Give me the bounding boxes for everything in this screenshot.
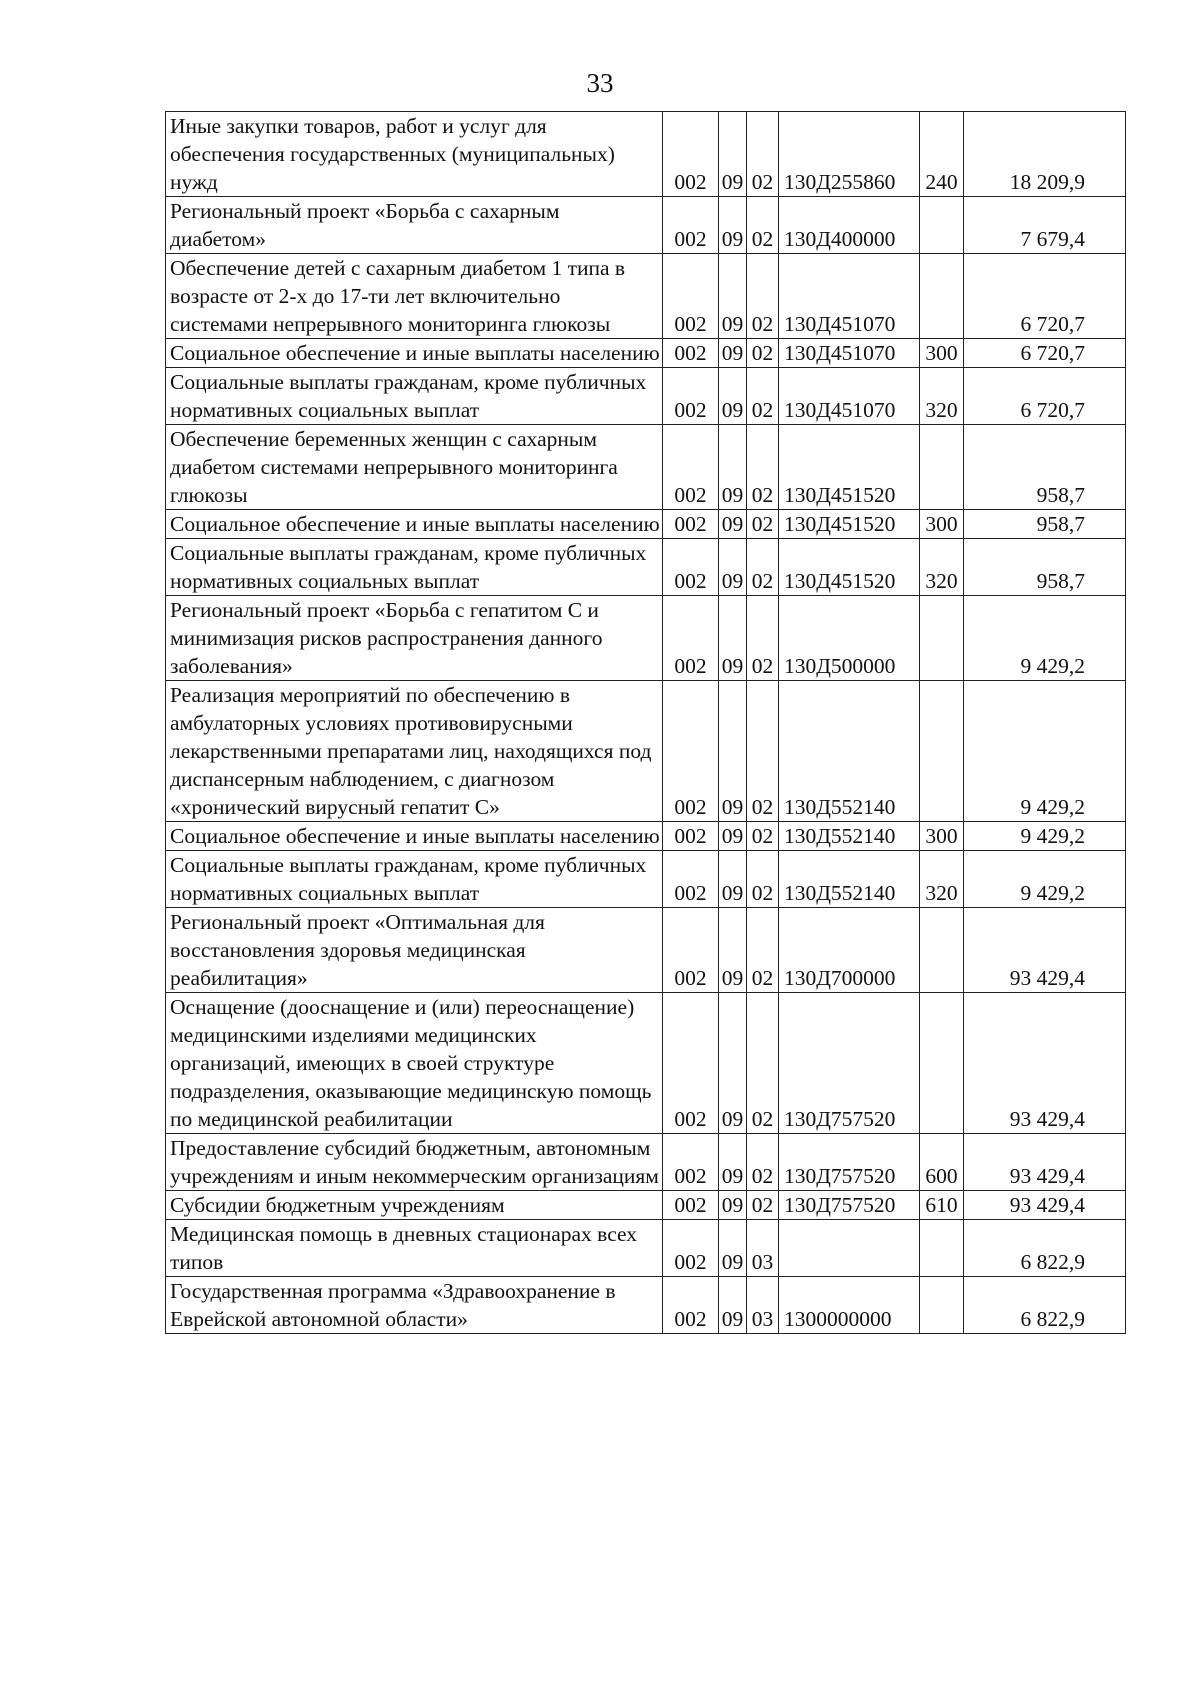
ministry-code-cell: 002 <box>663 339 719 368</box>
amount-cell: 958,7 <box>964 425 1126 510</box>
section-code-cell: 09 <box>719 539 747 596</box>
section-code-cell: 09 <box>719 197 747 254</box>
target-article-cell: 130Д451520 <box>779 539 920 596</box>
ministry-code-cell: 002 <box>663 681 719 822</box>
section-code-cell: 09 <box>719 510 747 539</box>
row-name-cell: Региональный проект «Борьба с сахарным диабетом» <box>166 197 663 254</box>
amount-cell: 958,7 <box>964 539 1126 596</box>
target-article-cell: 130Д552140 <box>779 681 920 822</box>
ministry-code-cell: 002 <box>663 539 719 596</box>
amount-cell: 93 429,4 <box>964 908 1126 993</box>
amount-cell: 7 679,4 <box>964 197 1126 254</box>
subsection-code-cell: 02 <box>747 993 779 1134</box>
row-name-cell: Региональный проект «Борьба с гепатитом С и минимизация рисков распространения данного заболевания» <box>166 596 663 681</box>
table-row <box>166 908 1126 993</box>
expense-type-cell: 320 <box>920 539 964 596</box>
subsection-code-cell: 02 <box>747 425 779 510</box>
section-code-cell: 09 <box>719 425 747 510</box>
table-row <box>166 1220 1126 1277</box>
ministry-code-cell: 002 <box>663 1277 719 1334</box>
section-code-cell: 09 <box>719 1277 747 1334</box>
amount-cell: 6 720,7 <box>964 339 1126 368</box>
expense-type-cell: 320 <box>920 368 964 425</box>
budget-table-body <box>166 112 1126 1334</box>
amount-cell: 6 720,7 <box>964 368 1126 425</box>
ministry-code-cell: 002 <box>663 1220 719 1277</box>
row-name-cell: Предоставление субсидий бюджетным, автономным учреждениям и иным некоммерческим организациям <box>166 1134 663 1191</box>
budget-table <box>165 111 1126 1334</box>
subsection-code-cell: 03 <box>747 1220 779 1277</box>
target-article-cell: 130Д451520 <box>779 425 920 510</box>
amount-cell: 9 429,2 <box>964 851 1126 908</box>
amount-cell: 9 429,2 <box>964 822 1126 851</box>
target-article-cell: 130Д757520 <box>779 1134 920 1191</box>
expense-type-cell: 300 <box>920 822 964 851</box>
section-code-cell: 09 <box>719 1220 747 1277</box>
section-code-cell: 09 <box>719 254 747 339</box>
table-row <box>166 197 1126 254</box>
section-code-cell: 09 <box>719 681 747 822</box>
expense-type-cell: 320 <box>920 851 964 908</box>
subsection-code-cell: 02 <box>747 681 779 822</box>
target-article-cell: 130Д552140 <box>779 822 920 851</box>
expense-type-cell: 300 <box>920 339 964 368</box>
row-name-cell: Государственная программа «Здравоохранение в Еврейской автономной области» <box>166 1277 663 1334</box>
expense-type-cell <box>920 425 964 510</box>
row-name-cell: Региональный проект «Оптимальная для восстановления здоровья медицинская реабилитация» <box>166 908 663 993</box>
row-name-cell: Социальные выплаты гражданам, кроме публичных нормативных социальных выплат <box>166 539 663 596</box>
amount-cell: 9 429,2 <box>964 596 1126 681</box>
expense-type-cell <box>920 197 964 254</box>
row-name-cell: Социальное обеспечение и иные выплаты населению <box>166 339 663 368</box>
section-code-cell: 09 <box>719 993 747 1134</box>
amount-cell: 18 209,9 <box>964 112 1126 197</box>
subsection-code-cell: 02 <box>747 368 779 425</box>
subsection-code-cell: 02 <box>747 539 779 596</box>
row-name-cell: Социальные выплаты гражданам, кроме публичных нормативных социальных выплат <box>166 368 663 425</box>
subsection-code-cell: 02 <box>747 510 779 539</box>
table-row <box>166 254 1126 339</box>
target-article-cell: 130Д757520 <box>779 993 920 1134</box>
section-code-cell: 09 <box>719 1134 747 1191</box>
expense-type-cell <box>920 908 964 993</box>
table-row <box>166 681 1126 822</box>
table-row <box>166 368 1126 425</box>
expense-type-cell <box>920 254 964 339</box>
subsection-code-cell: 02 <box>747 339 779 368</box>
ministry-code-cell: 002 <box>663 425 719 510</box>
ministry-code-cell: 002 <box>663 993 719 1134</box>
section-code-cell: 09 <box>719 368 747 425</box>
expense-type-cell <box>920 1220 964 1277</box>
target-article-cell: 130Д700000 <box>779 908 920 993</box>
target-article-cell: 130Д451070 <box>779 368 920 425</box>
amount-cell: 6 822,9 <box>964 1220 1126 1277</box>
row-name-cell: Обеспечение детей с сахарным диабетом 1 типа в возрасте от 2-х до 17-ти лет включительно системами непрерывного мониторинга глюкозы <box>166 254 663 339</box>
subsection-code-cell: 02 <box>747 851 779 908</box>
row-name-cell: Социальные выплаты гражданам, кроме публичных нормативных социальных выплат <box>166 851 663 908</box>
expense-type-cell: 300 <box>920 510 964 539</box>
target-article-cell: 1300000000 <box>779 1277 920 1334</box>
table-row <box>166 993 1126 1134</box>
target-article-cell: 130Д400000 <box>779 197 920 254</box>
row-name-cell: Субсидии бюджетным учреждениям <box>166 1191 663 1220</box>
amount-cell: 93 429,4 <box>964 1191 1126 1220</box>
section-code-cell: 09 <box>719 596 747 681</box>
table-row <box>166 1277 1126 1334</box>
amount-cell: 93 429,4 <box>964 993 1126 1134</box>
ministry-code-cell: 002 <box>663 1134 719 1191</box>
row-name-cell: Иные закупки товаров, работ и услуг для обеспечения государственных (муниципальных) нужд <box>166 112 663 197</box>
table-row <box>166 822 1126 851</box>
expense-type-cell <box>920 993 964 1134</box>
table-row <box>166 1134 1126 1191</box>
ministry-code-cell: 002 <box>663 822 719 851</box>
target-article-cell: 130Д552140 <box>779 851 920 908</box>
target-article-cell <box>779 1220 920 1277</box>
subsection-code-cell: 02 <box>747 197 779 254</box>
ministry-code-cell: 002 <box>663 596 719 681</box>
target-article-cell: 130Д757520 <box>779 1191 920 1220</box>
expense-type-cell <box>920 1277 964 1334</box>
section-code-cell: 09 <box>719 908 747 993</box>
ministry-code-cell: 002 <box>663 851 719 908</box>
section-code-cell: 09 <box>719 339 747 368</box>
table-row <box>166 339 1126 368</box>
target-article-cell: 130Д255860 <box>779 112 920 197</box>
row-name-cell: Медицинская помощь в дневных стационарах всех типов <box>166 1220 663 1277</box>
subsection-code-cell: 02 <box>747 822 779 851</box>
amount-cell: 958,7 <box>964 510 1126 539</box>
row-name-cell: Реализация мероприятий по обеспечению в амбулаторных условиях противовирусными лекарственными препаратами лиц, находящихся под диспансерным наблюдением, с диагнозом «хронический вирусный гепатит С» <box>166 681 663 822</box>
section-code-cell: 09 <box>719 822 747 851</box>
table-row <box>166 1191 1126 1220</box>
page-number: 33 <box>586 68 614 98</box>
subsection-code-cell: 02 <box>747 112 779 197</box>
row-name-cell: Обеспечение беременных женщин с сахарным диабетом системами непрерывного мониторинга глюкозы <box>166 425 663 510</box>
table-row <box>166 596 1126 681</box>
ministry-code-cell: 002 <box>663 197 719 254</box>
amount-cell: 6 822,9 <box>964 1277 1126 1334</box>
expense-type-cell: 240 <box>920 112 964 197</box>
target-article-cell: 130Д451070 <box>779 339 920 368</box>
table-row <box>166 425 1126 510</box>
expense-type-cell <box>920 681 964 822</box>
ministry-code-cell: 002 <box>663 368 719 425</box>
subsection-code-cell: 02 <box>747 908 779 993</box>
table-row <box>166 539 1126 596</box>
section-code-cell: 09 <box>719 112 747 197</box>
table-row <box>166 112 1126 197</box>
row-name-cell: Оснащение (дооснащение и (или) переоснащение) медицинскими изделиями медицинских организаций, имеющих в своей структуре подразделения, оказывающие медицинскую помощь по медицинской реабилитации <box>166 993 663 1134</box>
amount-cell: 93 429,4 <box>964 1134 1126 1191</box>
target-article-cell: 130Д451520 <box>779 510 920 539</box>
table-row <box>166 510 1126 539</box>
subsection-code-cell: 02 <box>747 1134 779 1191</box>
amount-cell: 9 429,2 <box>964 681 1126 822</box>
subsection-code-cell: 02 <box>747 596 779 681</box>
amount-cell: 6 720,7 <box>964 254 1126 339</box>
ministry-code-cell: 002 <box>663 254 719 339</box>
subsection-code-cell: 02 <box>747 254 779 339</box>
ministry-code-cell: 002 <box>663 510 719 539</box>
section-code-cell: 09 <box>719 1191 747 1220</box>
ministry-code-cell: 002 <box>663 1191 719 1220</box>
expense-type-cell: 600 <box>920 1134 964 1191</box>
table-row <box>166 851 1126 908</box>
expense-type-cell: 610 <box>920 1191 964 1220</box>
subsection-code-cell: 02 <box>747 1191 779 1220</box>
target-article-cell: 130Д500000 <box>779 596 920 681</box>
ministry-code-cell: 002 <box>663 908 719 993</box>
section-code-cell: 09 <box>719 851 747 908</box>
row-name-cell: Социальное обеспечение и иные выплаты населению <box>166 822 663 851</box>
ministry-code-cell: 002 <box>663 112 719 197</box>
target-article-cell: 130Д451070 <box>779 254 920 339</box>
row-name-cell: Социальное обеспечение и иные выплаты населению <box>166 510 663 539</box>
expense-type-cell <box>920 596 964 681</box>
subsection-code-cell: 03 <box>747 1277 779 1334</box>
